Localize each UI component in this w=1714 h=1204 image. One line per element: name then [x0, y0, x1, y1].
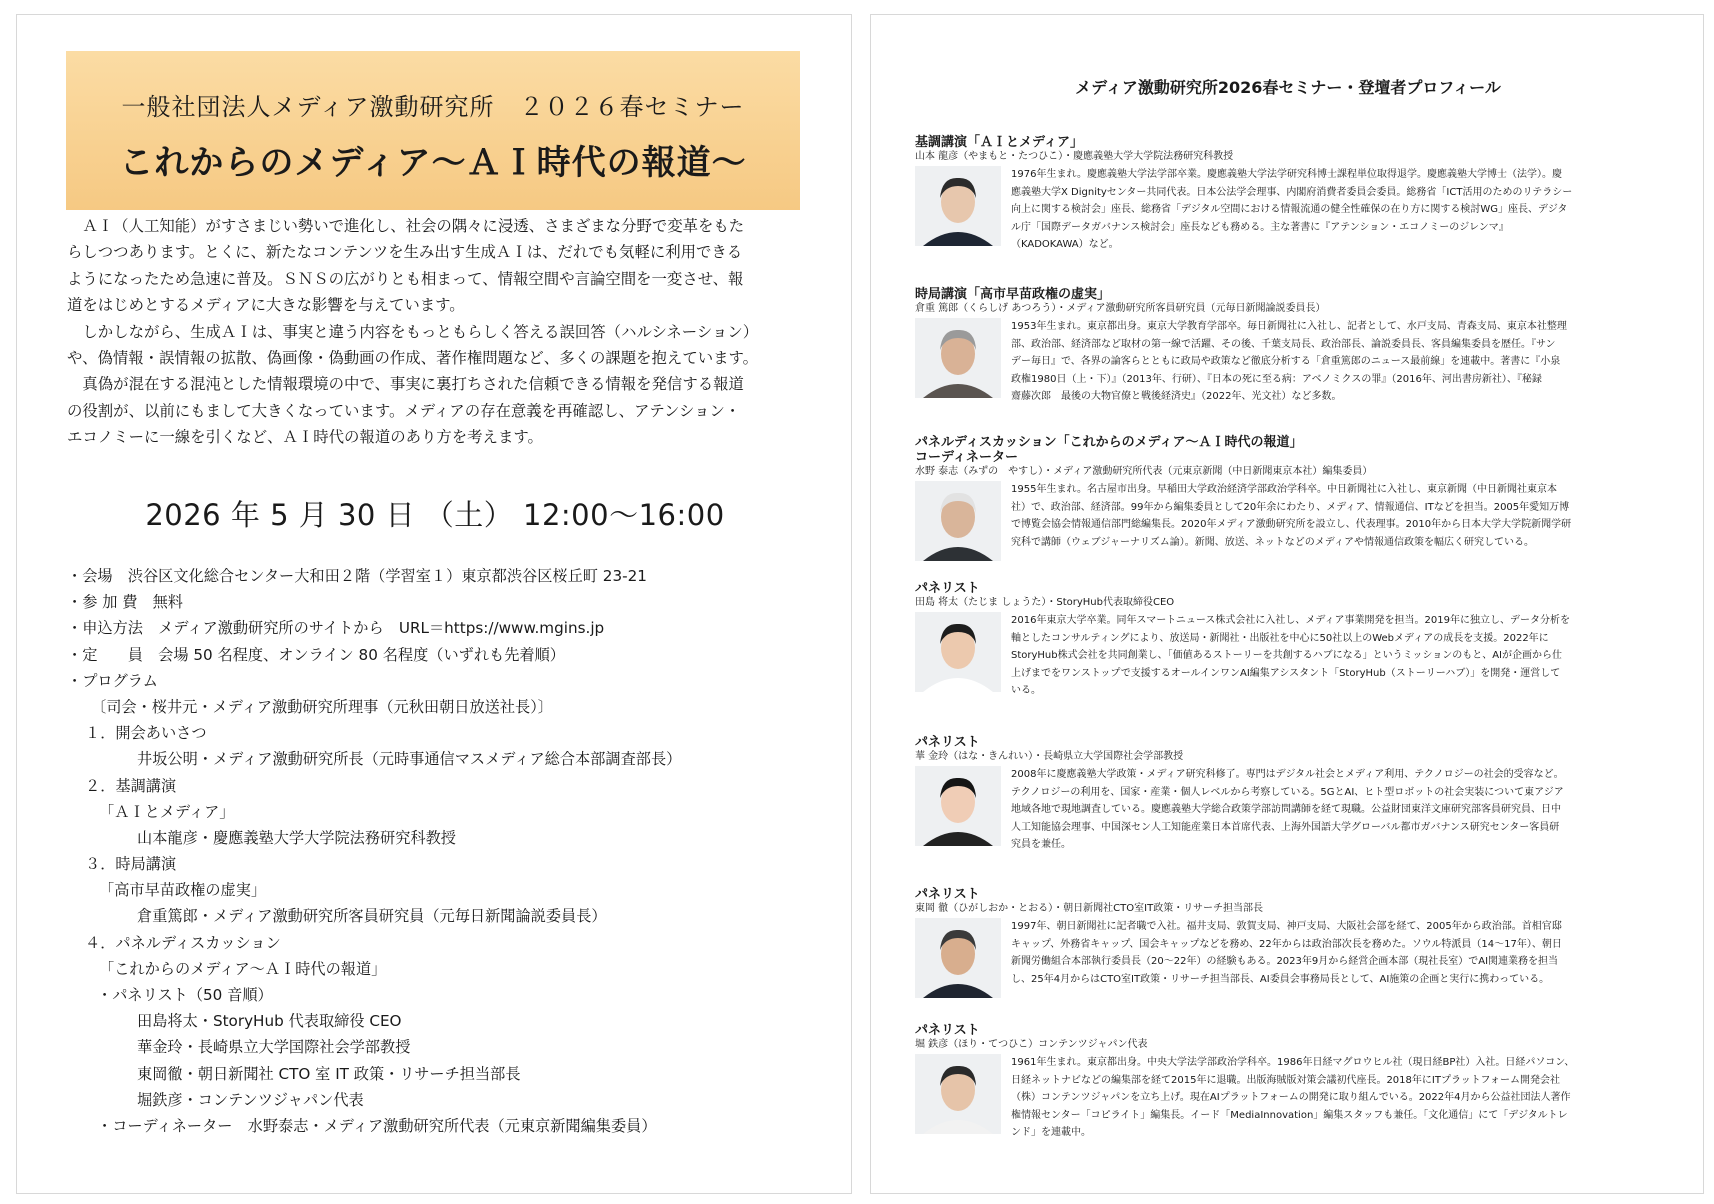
detail-line: １．開会あいさつ: [85, 724, 207, 743]
bio-line: 部、政治部、経済部など取材の第一線で活躍、その後、千葉支局長、政治部長、論説委員長、客員編集委員を歴任。『サン: [1011, 338, 1556, 350]
speaker-bio: [1011, 166, 1675, 254]
detail-line: ・申込方法 メディア激動研究所のサイトから URL＝https://www.mgins.jp: [67, 619, 605, 638]
detail-line: ・定 員 会場 50 名程度、オンライン 80 名程度（いずれも先着順）: [67, 645, 565, 664]
bio-line: 軸としたコンサルティングにより、放送局・新聞社・出版社を中心に50社以上のWebメディアの成長を支援。2022年に: [1011, 632, 1549, 644]
title-banner: [66, 51, 800, 210]
intro-line: しかしながら、生成ＡＩは、事実と違う内容をもっともらしく答える誤回答（ハルシネーション）: [82, 322, 759, 341]
bio-line: 1961年生まれ。東京都出身。中央大学法学部政治学科卒。1986年日経マグロウヒル社（現日経BP社）入社。日経パソコン、: [1011, 1057, 1575, 1068]
bio-line: 日経ネットナビなどの編集部を経て2015年に退職。出版海賊版対策会議初代座長。2018年にITプラットフォーム開発会社: [1011, 1074, 1560, 1086]
speaker-name: 倉重 篤郎（くらしげ あつろう）・メディア激動研究所客員研究員（元毎日新聞論説委員長）: [915, 303, 1326, 314]
speaker-profile: [915, 581, 1675, 704]
intro-line: ＡＩ（人工知能）がすさまじい勢いで進化し、社会の隅々に浸透、さまざまな分野で変革をもた: [82, 217, 745, 235]
bio-line: 2008年に慶應義塾大学政策・メディア研究科修了。専門はデジタル社会とメディア利用、テクノロジーの社会的受容など。: [1011, 769, 1564, 780]
bio-line: ル庁「国際データガバナンス検討会」座長なども務める。主な著書に『アテンション・エコノミーのジレンマ』: [1011, 221, 1509, 233]
speaker-profile: [915, 1023, 1675, 1146]
speaker-profile-page: [870, 14, 1704, 1194]
detail-line: ４．パネルディスカッション: [85, 933, 281, 952]
bio-line: で博覧会協会情報通信部門総編集長。2020年メディア激動研究所を設立し、代表理事。2010年から日本大学大学院新聞学研: [1011, 519, 1572, 530]
speaker-name: 華 金玲（はな・きんれい）・長崎県立大学国際社会学部教授: [915, 751, 1184, 762]
detail-line: ・コーディネーター 水野泰志・メディア激動研究所代表（元東京新聞編集委員）: [97, 1116, 657, 1135]
detail-line: 堀鉄彦・コンテンツジャパン代表: [137, 1090, 364, 1109]
speaker-role-heading: 時局講演「高市早苗政権の虚実」: [915, 287, 1111, 302]
speaker-profile: [915, 435, 1675, 573]
intro-line: ようになったため急速に普及。ＳＮＳの広がりとも相まって、情報空間や言論空間を一変させ、報: [67, 269, 744, 288]
intro-line: エコノミーに一線を引くなど、ＡＩ時代の報道のあり方を考えます。: [67, 428, 543, 447]
speaker-name: 田島 将太（たじま しょうた）・StoryHub代表取締役CEO: [915, 597, 1175, 608]
speaker-profile: [915, 287, 1675, 410]
speaker-photo: [915, 766, 1001, 846]
bio-line: 究員を兼任。: [1011, 839, 1071, 850]
speaker-profile: [915, 135, 1675, 258]
bio-line: 1976年生まれ。慶應義塾大学法学部卒業。慶應義塾大学法学研究科博士課程単位取得退学。慶應義塾大学博士（法学）。慶: [1011, 169, 1563, 180]
bio-line: テクノロジーの利用を、国家・産業・個人レベルから考察している。5GとAI、ヒト型ロボットの社会実装について東アジア: [1011, 786, 1564, 798]
speaker-role-heading: 基調講演「ＡＩとメディア」: [915, 135, 1083, 150]
speaker-photo: [915, 612, 1001, 692]
bio-line: ンド」を連載中。: [1011, 1127, 1091, 1138]
intro-line: らしつつあります。とくに、新たなコンテンツを生み出す生成ＡＩは、だれでも気軽に利用できる: [67, 243, 743, 262]
intro-line: 真偽が混在する混沌とした情報環境の中で、事実に裏打ちされた信頼できる情報を発信する報道: [82, 375, 744, 394]
speaker-profile: [915, 735, 1675, 858]
speaker-bio: [1011, 318, 1675, 406]
speaker-name: 堀 鉄彦（ほり・てつひこ）コンテンツジャパン代表: [915, 1039, 1148, 1050]
detail-line: 「ＡＩとメディア」: [99, 802, 235, 821]
bio-line: デー毎日』で、各界の論客らとともに政局や政策など徹底分析する「倉重篤郎のニュース最前線」を連載中。著書に『小泉: [1011, 356, 1561, 367]
bio-line: いる。: [1011, 685, 1041, 696]
intro-line: や、偽情報・誤情報の拡散、偽画像・偽動画の作成、著作権問題など、多くの課題を抱えています。: [67, 349, 759, 368]
bio-line: 地域各地で現地調査している。慶應義塾大学総合政策学部訪問講師を経て現職。公益財団東洋文庫研究部客員研究員、日中: [1011, 804, 1561, 815]
bio-line: 新聞労働組合本部執行委員長（20～22年）の経験もある。2023年9月から経営企画本部（現社長室）でAI関連業務を担当: [1011, 956, 1559, 967]
speaker-photo: [915, 481, 1001, 561]
detail-line: 倉重篤郎・メディア激動研究所客員研究員（元毎日新聞論説委員長）: [137, 907, 607, 926]
event-date: 2026 年 5 月 30 日 （土） 12:00～16:00: [145, 498, 725, 532]
bio-line: 権情報センター「コピライト」編集長。イード「MediaInnovation」編集スタッフも兼任。「文化通信」にて「デジタルトレ: [1011, 1109, 1568, 1121]
speaker-bio: [1011, 481, 1675, 551]
banner-subtitle: 一般社団法人メディア激動研究所 ２０２６春セミナー: [121, 93, 745, 121]
bio-line: 究科で講師（ウェブジャーナリズム論）。新聞、放送、ネットなどのメディアや情報通信政策を幅広く研究している。: [1011, 536, 1534, 548]
bio-line: 向上に関する検討会」座長、総務省「デジタル空間における情報流通の健全性確保の在り方に関する検討WG」座長、デジタ: [1011, 204, 1568, 215]
seminar-flyer-page: [16, 14, 852, 1194]
detail-line: 田島将太・StoryHub 代表取締役 CEO: [137, 1012, 402, 1031]
detail-line: ・会場 渋谷区文化総合センター大和田２階（学習室１）東京都渋谷区桜丘町 23-21: [67, 567, 647, 585]
speaker-photo: [915, 318, 1001, 398]
bio-line: 上げまでをワンストップで支援するオールインワンAI編集アシスタント「StoryHub（ストーリーハブ）」を開発・運営して: [1011, 667, 1561, 679]
detail-line: 〔司会・桜井元・メディア激動研究所理事（元秋田朝日放送社長）〕: [91, 697, 553, 716]
bio-line: 1997年、朝日新聞社に記者職で入社。福井支局、敦賀支局、神戸支局、大阪社会部を経て、2005年から政治部。首相官邸: [1011, 921, 1562, 932]
intro-line: 道をはじめとするメディアに大きな影響を与えています。: [67, 296, 465, 315]
speaker-role-subheading: コーディネーター: [915, 450, 1018, 465]
speaker-role-heading: パネリスト: [915, 887, 980, 902]
bio-line: （KADOKAWA）など。: [1011, 239, 1119, 250]
speaker-name: 東岡 徹（ひがしおか・とおる）・朝日新聞社CTO室IT政策・リサーチ担当部長: [915, 903, 1263, 914]
bio-line: 齋藤次郎 最後の大物官僚と戦後経済史』（2022年、光文社）など多数。: [1011, 391, 1342, 402]
detail-line: 山本龍彦・慶應義塾大学大学院法務研究科教授: [137, 828, 456, 847]
detail-line: ・参 加 費 無料: [67, 593, 183, 612]
bio-line: 1953年生まれ。東京都出身。東京大学教育学部卒。毎日新聞社に入社し、記者として、水戸支局、青森支局、東京本社整理: [1011, 321, 1567, 332]
bio-line: 應義塾大学X Dignityセンター共同代表。日本公法学会理事、内閣府消費者委員会委員。総務省「ICT活用のためのリテラシー: [1011, 186, 1573, 198]
intro-line: の役割が、以前にもまして大きくなっています。メディアの存在意義を再確認し、アテンション・: [67, 401, 741, 420]
bio-line: 人工知能協会理事、中国深セン人工知能産業日本首席代表、上海外国語大学グローバル都市ガバナンス研究センター客員研: [1011, 821, 1560, 833]
detail-line: 「これからのメディア～ＡＩ時代の報道」: [99, 959, 387, 978]
bio-line: 1955年生まれ。名古屋市出身。早稲田大学政治経済学部政治学科卒。中日新聞社に入社し、東京新聞（中日新聞社東京本: [1011, 484, 1558, 495]
event-details: [67, 563, 837, 1139]
speaker-photo: [915, 1054, 1001, 1134]
detail-line: 「高市早苗政権の虚実」: [99, 881, 267, 900]
bio-line: 社）で、政治部、経済部。99年から編集委員として20年余にわたり、メディア、情報通信、ITなどを担当。2005年愛知万博: [1011, 501, 1570, 513]
banner-title: これからのメディア～ＡＩ時代の報道～: [119, 143, 747, 183]
speaker-profile: [915, 887, 1675, 1010]
speaker-bio: [1011, 918, 1675, 988]
detail-line: 井坂公明・メディア激動研究所長（元時事通信マスメディア総合本部調査部長）: [137, 750, 682, 769]
detail-line: ・プログラム: [67, 671, 158, 690]
detail-line: 華金玲・長崎県立大学国際社会学部教授: [137, 1038, 411, 1057]
detail-line: ３．時局講演: [85, 855, 177, 874]
bio-line: 2016年東京大学卒業。同年スマートニュース株式会社に入社し、メディア事業開発を担当。2019年に独立し、データ分析を: [1011, 615, 1570, 626]
bio-line: （株）コンテンツジャパンを立ち上げ。現在AIプラットフォームの開発に取り組んでいる。2022年4月から公益社団法人著作: [1011, 1092, 1571, 1103]
speaker-bio: [1011, 766, 1675, 854]
intro-text: [67, 213, 823, 451]
speaker-photo: [915, 918, 1001, 998]
speaker-role-heading: パネリスト: [915, 581, 980, 596]
bio-line: キャップ、外務省キャップ、国会キャップなどを務め、22年からは政治部次長を務めた。ソウル特派員（14～17年）、朝日: [1011, 938, 1562, 950]
profile-page-title: メディア激動研究所2026春セミナー・登壇者プロフィール: [1075, 78, 1501, 97]
speaker-name: 水野 泰志（みずの やすし）・メディア激動研究所代表（元東京新聞（中日新聞東京本社）編集委員）: [915, 466, 1373, 477]
speaker-photo: [915, 166, 1001, 246]
bio-line: StoryHub株式会社を共同創業し、「価値あるストーリーを共創するハブになる」というミッションのもと、AIが企画から仕: [1011, 650, 1563, 661]
speaker-name: 山本 龍彦（やまもと・たつひこ）・慶應義塾大学大学院法務研究科教授: [915, 151, 1234, 162]
detail-line: 東岡徹・朝日新聞社 CTO 室 IT 政策・リサーチ担当部長: [137, 1064, 521, 1083]
speaker-bio: [1011, 612, 1675, 700]
detail-line: ・パネリスト（50 音順）: [97, 986, 273, 1004]
detail-line: ２．基調講演: [85, 776, 177, 795]
speaker-bio: [1011, 1054, 1675, 1142]
speaker-role-heading: パネルディスカッション「これからのメディア～ＡＩ時代の報道」: [915, 435, 1303, 450]
speaker-role-heading: パネリスト: [915, 735, 980, 750]
speaker-role-heading: パネリスト: [915, 1023, 980, 1038]
bio-line: 政権1980日（上・下）』（2013年、行研）、『日本の死に至る病：アベノミクスの罪』（2016年、河出書房新社）、『秘録: [1011, 373, 1542, 385]
bio-line: し、25年4月からはCTO室IT政策・リサーチ担当部長、AI委員会事務局長として、AI施策の企画と実行に携わっている。: [1011, 973, 1550, 985]
